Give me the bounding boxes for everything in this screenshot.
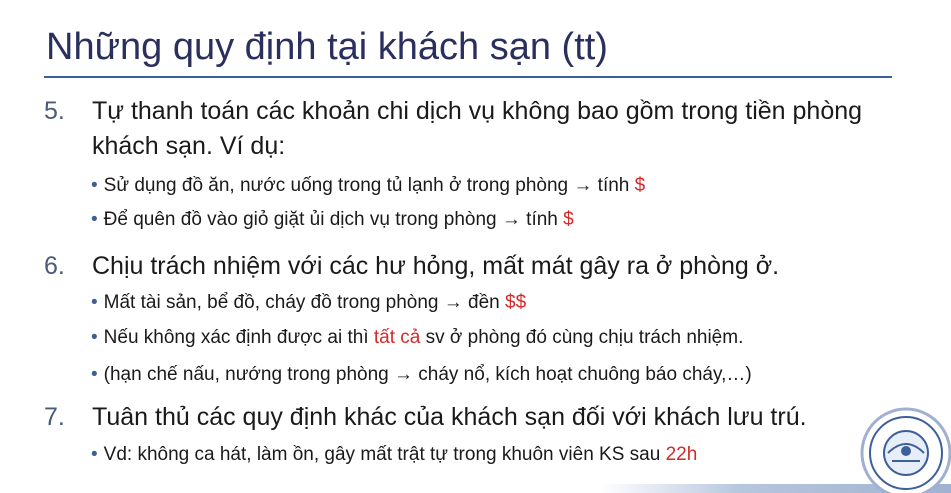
highlight-text: $ bbox=[563, 209, 574, 230]
bullet-icon: • bbox=[91, 175, 98, 196]
sub-bullet-tail: sv ở phòng đó cùng chịu trách nhiệm. bbox=[420, 327, 744, 348]
item-number: 5. bbox=[44, 97, 65, 125]
item-text: Tự thanh toán các khoản chi dịch vụ không bao gồm trong tiền phòng bbox=[92, 97, 863, 125]
sub-bullet-text: (hạn chế nấu, nướng trong phòng → cháy nổ, kích hoạt chuông báo cháy,…) bbox=[103, 364, 752, 385]
item-number: 6. bbox=[44, 252, 65, 280]
sub-bullet-text: Vd: không ca hát, làm ồn, gây mất trật tự trong khuôn viên KS sau bbox=[103, 444, 666, 465]
bullet-icon: • bbox=[91, 209, 98, 230]
sub-bullet bbox=[91, 444, 697, 466]
sub-bullet bbox=[91, 209, 574, 231]
item-text: Tuân thủ các quy định khác của khách sạn đối với khách lưu trú. bbox=[92, 403, 807, 431]
item-number: 7. bbox=[44, 403, 65, 431]
item-text: Chịu trách nhiệm với các hư hỏng, mất mát gây ra ở phòng ở. bbox=[92, 252, 780, 280]
bullet-icon: • bbox=[91, 327, 98, 348]
bullet-icon: • bbox=[91, 292, 98, 313]
highlight-text: $$ bbox=[505, 292, 527, 313]
bullet-icon: • bbox=[91, 444, 98, 465]
sub-bullet bbox=[91, 175, 645, 197]
university-seal-icon bbox=[858, 405, 951, 493]
sub-bullet-text: Nếu không xác định được ai thì bbox=[103, 327, 374, 348]
sub-bullet-text: Để quên đồ vào giỏ giặt ủi dịch vụ trong phòng → tính bbox=[103, 209, 564, 230]
sub-bullet-text: Mất tài sản, bể đồ, cháy đồ trong phòng → đền bbox=[103, 292, 506, 313]
sub-bullet bbox=[91, 292, 526, 314]
sub-bullet-text: Sử dụng đồ ăn, nước uống trong tủ lạnh ở trong phòng → tính bbox=[103, 175, 635, 196]
highlight-text: tất cả bbox=[373, 327, 421, 348]
sub-bullet bbox=[91, 364, 752, 386]
highlight-text: $ bbox=[634, 175, 646, 196]
bullet-icon: • bbox=[91, 364, 98, 385]
item-text-continued: khách sạn. Ví dụ: bbox=[92, 132, 286, 160]
highlight-text: 22h bbox=[665, 444, 698, 465]
sub-bullet bbox=[91, 327, 743, 349]
slide-title: Những quy định tại khách sạn (tt) bbox=[46, 26, 608, 68]
